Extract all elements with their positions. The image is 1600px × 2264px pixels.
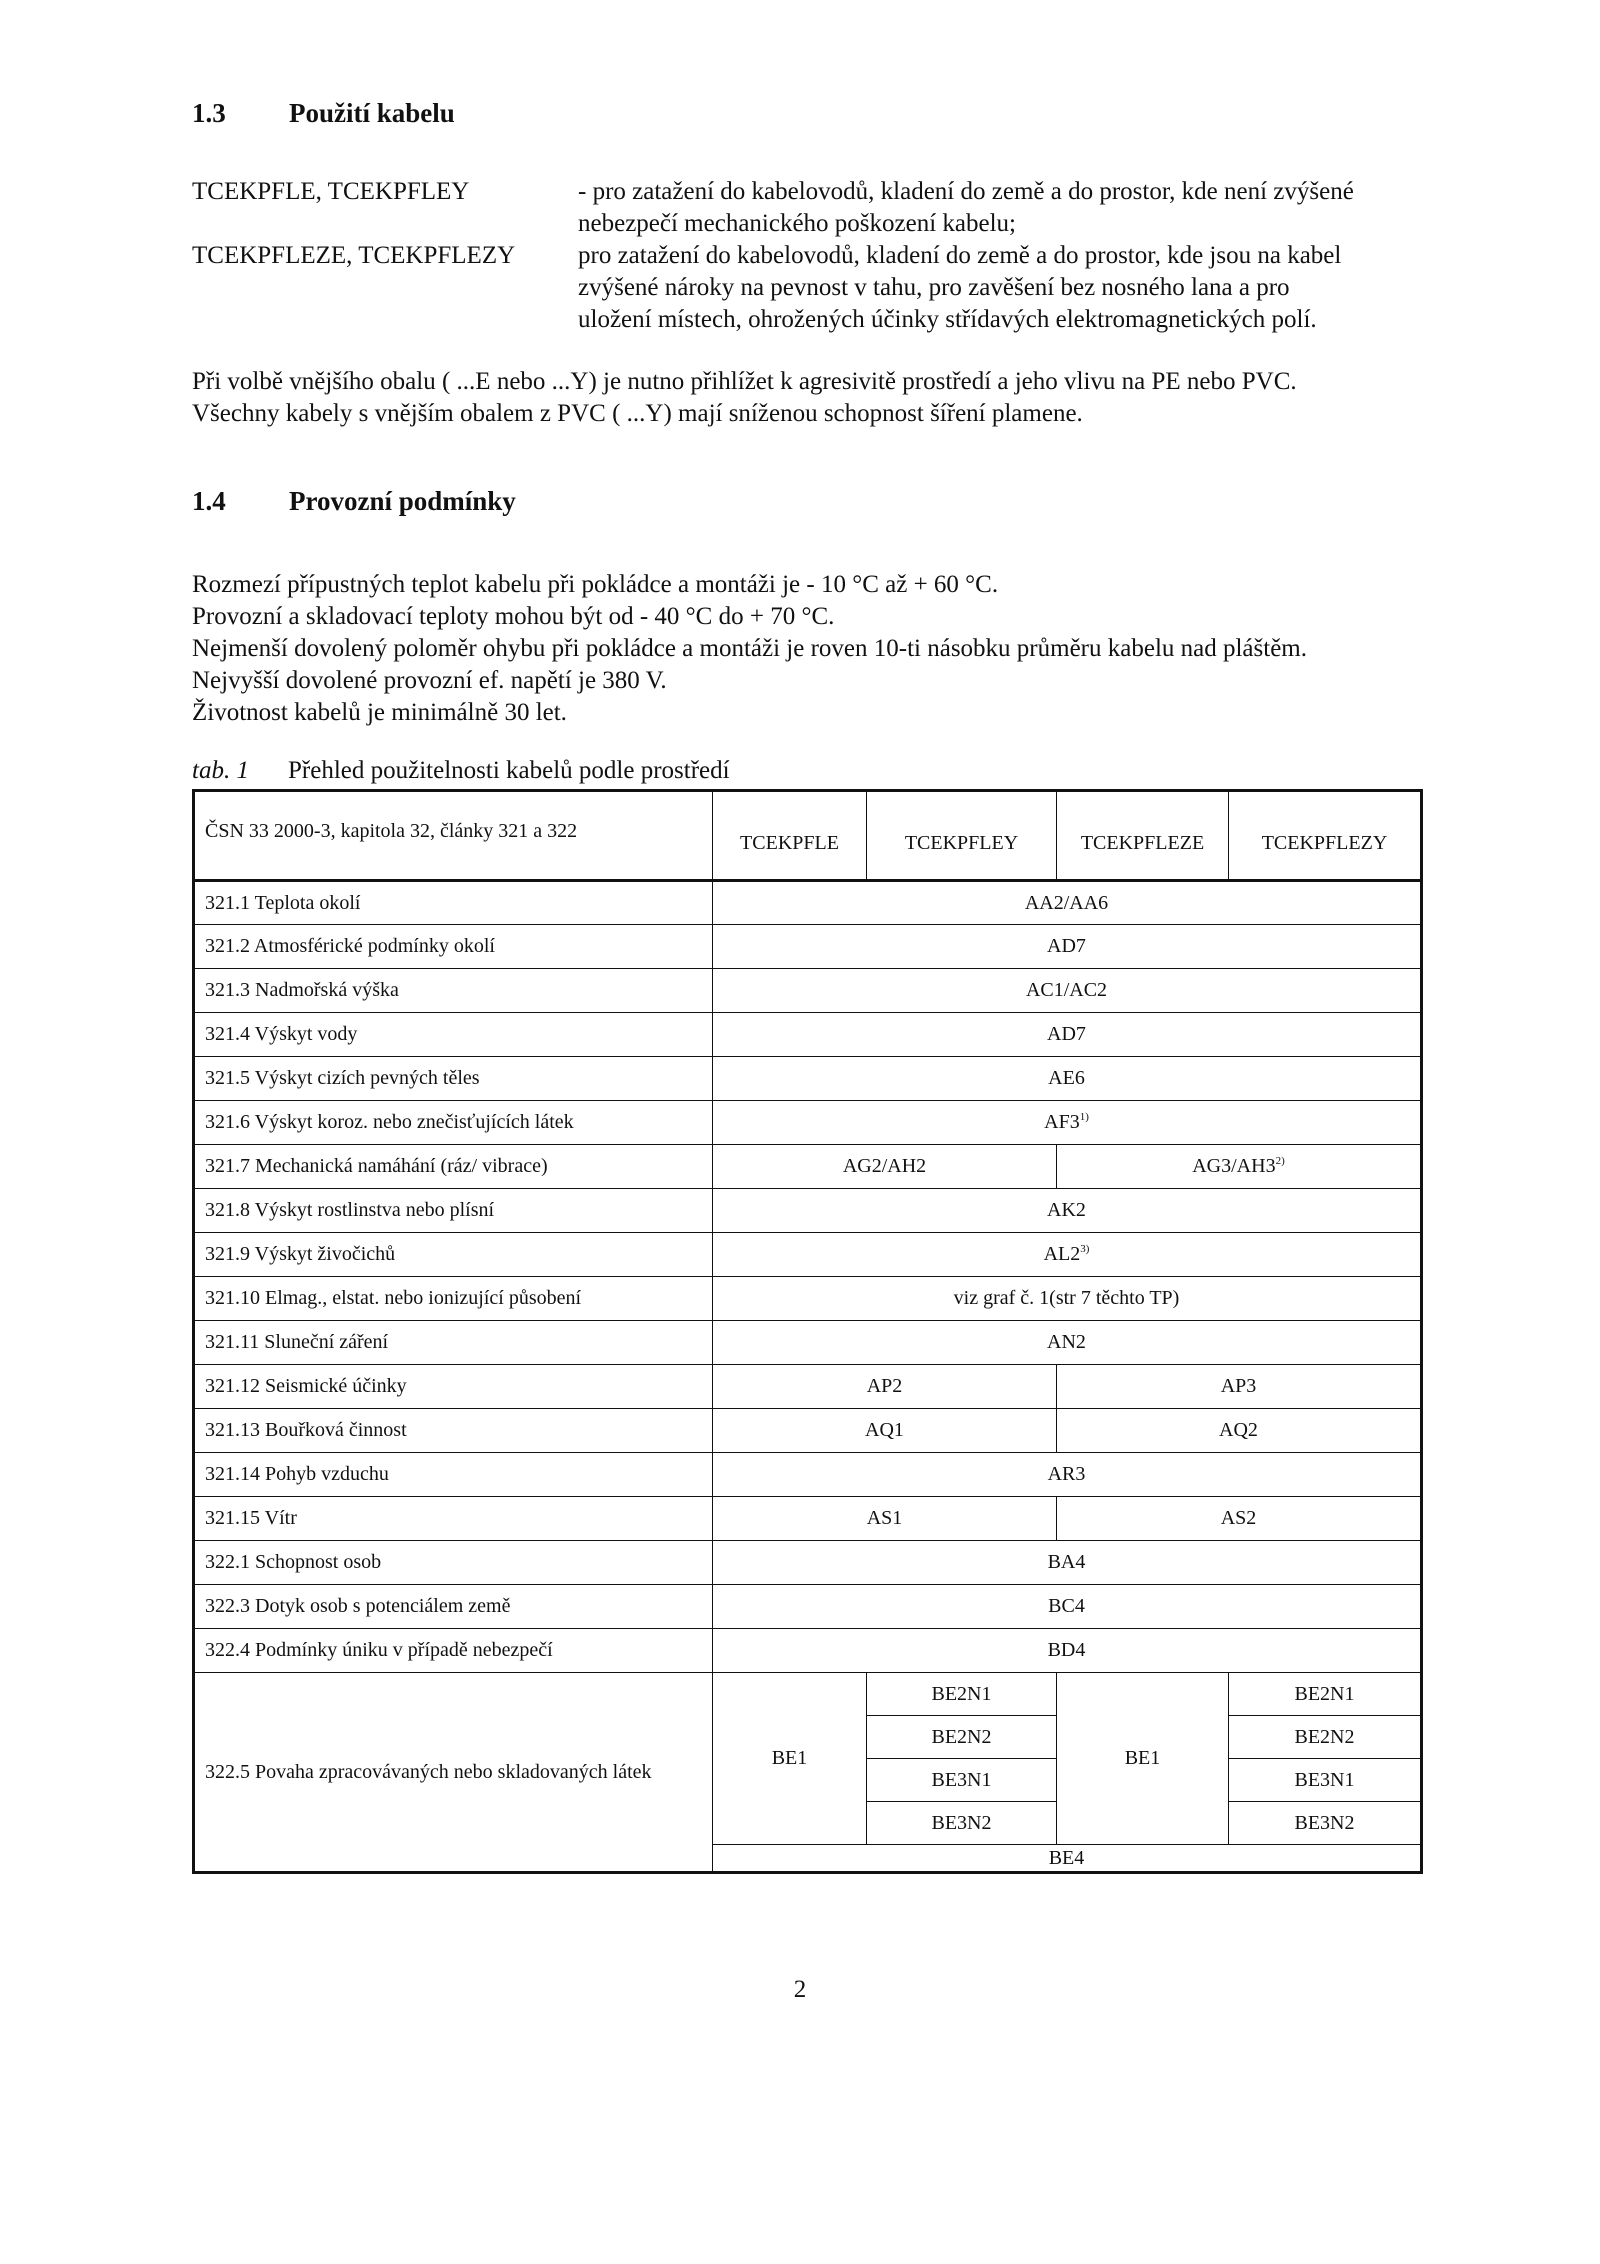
row-value: BE2N1 [867, 1673, 1057, 1716]
row-value [713, 1101, 1422, 1145]
usage-text-line: pro zatažení do kabelovodů, kladení do země a do prostor, kde jsou na kabel [578, 242, 1342, 269]
row-value: BD4 [713, 1629, 1422, 1673]
row-label: 321.1 Teplota okolí [194, 881, 713, 925]
row-value: AR3 [713, 1453, 1422, 1497]
row-value: BE4 [713, 1845, 1422, 1873]
table-row [194, 925, 1422, 969]
row-value: BE1 [1057, 1673, 1229, 1845]
row-value: AD7 [713, 925, 1422, 969]
table-row [194, 1233, 1422, 1277]
footnote-marker: 3) [1080, 1243, 1090, 1255]
outer-sheath-note [192, 366, 1452, 430]
row-label: 321.6 Výskyt koroz. nebo znečisťujících látek [194, 1101, 713, 1145]
row-label: 321.14 Pohyb vzduchu [194, 1453, 713, 1497]
header-standard-reference: ČSN 33 2000-3, kapitola 32, články 321 a 322 [194, 791, 713, 881]
row-label: 321.10 Elmag., elstat. nebo ionizující působení [194, 1277, 713, 1321]
table-row [194, 1541, 1422, 1585]
table-row [194, 1585, 1422, 1629]
row-value [713, 1233, 1422, 1277]
section-title: Provozní podmínky [289, 486, 516, 516]
table-row [194, 969, 1422, 1013]
section-number: 1.4 [192, 486, 226, 516]
row-value: BE2N1 [1229, 1673, 1422, 1716]
usage-cable-types: TCEKPFLEZE, TCEKPFLEZY [192, 242, 516, 269]
table-row [194, 1189, 1422, 1233]
row-value-text: AG3/AH3 [1192, 1155, 1276, 1177]
paragraph-line: Rozmezí přípustných teplot kabelu při pokládce a montáži je - 10 °C až + 60 °C. [192, 571, 999, 598]
section-title: Použití kabelu [289, 98, 455, 128]
table-row [194, 1629, 1422, 1673]
row-label: 322.1 Schopnost osob [194, 1541, 713, 1585]
row-value: AA2/AA6 [713, 881, 1422, 925]
footnote-marker: 1) [1079, 1111, 1089, 1123]
table-row [194, 1673, 1422, 1716]
header-cable-type: TCEKPFLE [713, 791, 867, 881]
row-value: BE3N2 [867, 1802, 1057, 1845]
row-value: BE3N1 [867, 1759, 1057, 1802]
row-value: viz graf č. 1(str 7 těchto TP) [713, 1277, 1422, 1321]
footnote-marker: 2) [1275, 1155, 1285, 1167]
row-label: 321.9 Výskyt živočichů [194, 1233, 713, 1277]
header-cable-type: TCEKPFLEZY [1229, 791, 1422, 881]
row-value: BE2N2 [1229, 1716, 1422, 1759]
row-value-right [1057, 1145, 1422, 1189]
row-label: 322.3 Dotyk osob s potenciálem země [194, 1585, 713, 1629]
row-value-left: AG2/AH2 [713, 1145, 1057, 1189]
row-value-text: AL2 [1043, 1243, 1081, 1265]
paragraph-line: Všechny kabely s vnějším obalem z PVC ( ...Y) mají sníženou schopnost šíření plamene. [192, 400, 1083, 427]
row-value: AK2 [713, 1189, 1422, 1233]
row-label: 322.4 Podmínky úniku v případě nebezpečí [194, 1629, 713, 1673]
table-row [194, 1013, 1422, 1057]
table-caption-text: Přehled použitelnosti kabelů podle prostředí [288, 757, 730, 784]
row-value: BE1 [713, 1673, 867, 1845]
row-label: 321.4 Výskyt vody [194, 1013, 713, 1057]
cable-usage-list [192, 176, 1452, 336]
paragraph-line: Provozní a skladovací teploty mohou být od - 40 °C do + 70 °C. [192, 603, 835, 630]
usage-cable-types: TCEKPFLE, TCEKPFLEY [192, 178, 470, 205]
table-row [194, 1321, 1422, 1365]
row-value-left: AS1 [713, 1497, 1057, 1541]
header-cable-type: TCEKPFLEY [867, 791, 1057, 881]
row-label: 321.12 Seismické účinky [194, 1365, 713, 1409]
usage-text-line: nebezpečí mechanického poškození kabelu; [578, 210, 1017, 237]
usage-text-line: zvýšené nároky na pevnost v tahu, pro zavěšení bez nosného lana a pro [578, 274, 1290, 301]
usage-text-line: - pro zatažení do kabelovodů, kladení do země a do prostor, kde není zvýšené [578, 178, 1354, 205]
table-row [194, 1497, 1422, 1541]
environment-table [192, 789, 1423, 1874]
table-row [194, 881, 1422, 925]
table-row [194, 1409, 1422, 1453]
row-value-left: AQ1 [713, 1409, 1057, 1453]
row-value: AC1/AC2 [713, 969, 1422, 1013]
table-caption-label: tab. 1 [192, 757, 249, 784]
section-number: 1.3 [192, 98, 226, 128]
row-label: 321.8 Výskyt rostlinstva nebo plísní [194, 1189, 713, 1233]
table-row [194, 1453, 1422, 1497]
row-value-left: AP2 [713, 1365, 1057, 1409]
table-row [194, 1277, 1422, 1321]
row-value: BE3N2 [1229, 1802, 1422, 1845]
row-value-text: AF3 [1044, 1111, 1080, 1133]
table-row [194, 1057, 1422, 1101]
row-value: BC4 [713, 1585, 1422, 1629]
table-row [194, 1101, 1422, 1145]
usage-item [192, 240, 1452, 336]
table-row [194, 1145, 1422, 1189]
row-value: AN2 [713, 1321, 1422, 1365]
row-value-right: AS2 [1057, 1497, 1422, 1541]
paragraph-line: Nejmenší dovolený poloměr ohybu při pokládce a montáži je roven 10-ti násobku průměru kabelu nad pláštěm. [192, 635, 1307, 662]
usage-item [192, 176, 1452, 240]
row-value: BA4 [713, 1541, 1422, 1585]
paragraph-line: Nejvyšší dovolené provozní ef. napětí je 380 V. [192, 667, 667, 694]
row-label: 321.2 Atmosférické podmínky okolí [194, 925, 713, 969]
paragraph-line: Životnost kabelů je minimálně 30 let. [192, 699, 567, 726]
row-value: AD7 [713, 1013, 1422, 1057]
row-label: 321.11 Sluneční záření [194, 1321, 713, 1365]
operating-conditions [192, 569, 1452, 729]
row-value: BE3N1 [1229, 1759, 1422, 1802]
table-row [194, 1365, 1422, 1409]
table-header-row [194, 791, 1422, 881]
row-label: 321.13 Bouřková činnost [194, 1409, 713, 1453]
row-value-right: AQ2 [1057, 1409, 1422, 1453]
row-label: 321.3 Nadmořská výška [194, 969, 713, 1013]
row-label: 321.15 Vítr [194, 1497, 713, 1541]
usage-text-line: uložení místech, ohrožených účinky střídavých elektromagnetických polí. [578, 306, 1317, 333]
header-cable-type: TCEKPFLEZE [1057, 791, 1229, 881]
row-label: 321.7 Mechanická namáhání (ráz/ vibrace) [194, 1145, 713, 1189]
row-value-right: AP3 [1057, 1365, 1422, 1409]
row-label: 321.5 Výskyt cizích pevných těles [194, 1057, 713, 1101]
paragraph-line: Při volbě vnějšího obalu ( ...E nebo ...Y) je nutno přihlížet k agresivitě prostředí a jeho vlivu na PE nebo PVC. [192, 368, 1297, 395]
row-value: AE6 [713, 1057, 1422, 1101]
table-caption [192, 757, 730, 785]
row-value: BE2N2 [867, 1716, 1057, 1759]
page-number: 2 [793, 1976, 807, 2003]
row-label: 322.5 Povaha zpracovávaných nebo skladovaných látek [194, 1673, 713, 1873]
